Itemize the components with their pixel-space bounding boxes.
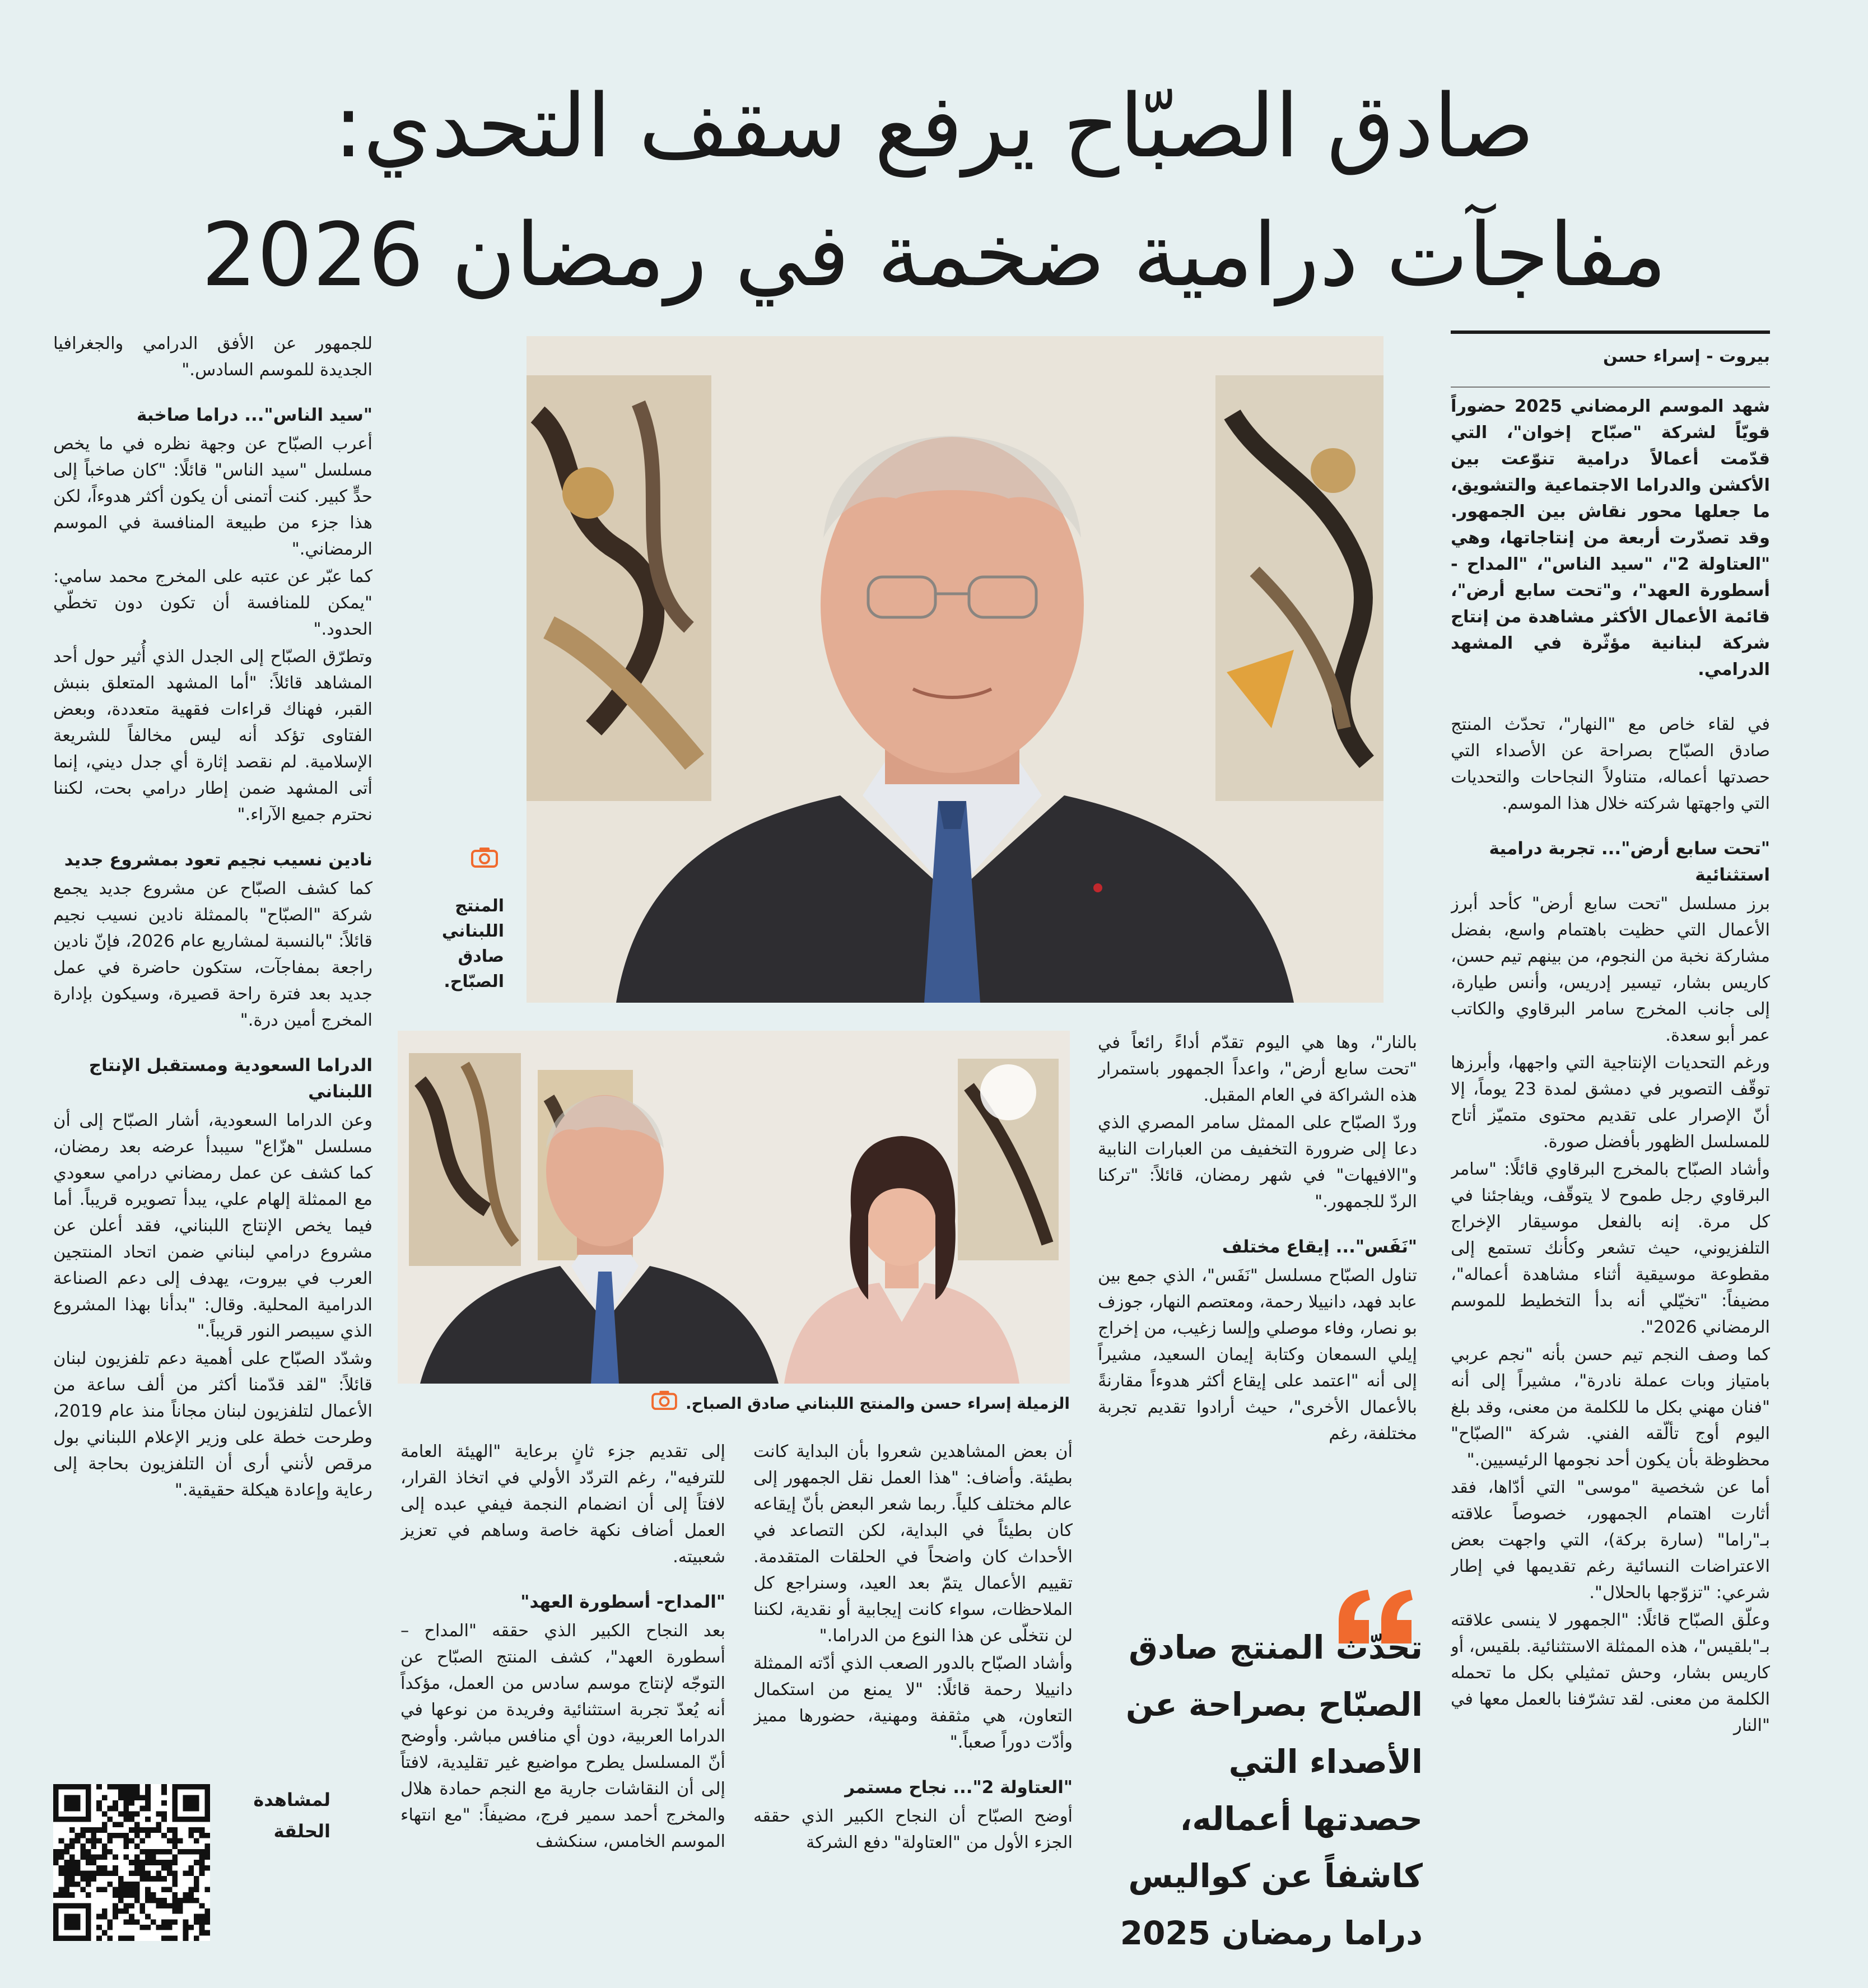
lead-paragraph: شهد الموسم الرمضاني 2025 حضوراً قويّاً لشركة "صبّاح إخوان"، التي قدّمت أعمالاً درامية تنوّعت بين الأكشن والدراما الاجتماعية والتشويق، ما جعلها محور نقاش بين الجمهور. وقد تصدّرت أربعة من إنتاجاتها، وهي "العتاولة 2"، "سيد الناس"، "المداح - أسطورة العهد"، و"تحت سابع أرض"، قائمة الأعمال الأكثر مشاهدة من إنتاج شركة لبنانية مؤثّرة في المشهد الدرامي. — [1451, 397, 1770, 679]
paragraph: أن بعض المشاهدين شعروا بأن البداية كانت بطيئة. وأضاف: "هذا العمل نقل الجمهور إلى عالم مختلف كلياً. ربما شعر البعض بأنّ إيقاعه كان بطيئاً في البداية، لكن التصاعد في الأحداث كان واضحاً في الحلقات المتقدمة. تقييم الأعمال يتمّ بعد العيد، وسنراجع كل الملاحظات، سواء كانت إيجابية أو نقدية، لكننا لن نتخلّى عن هذا النوع من الدراما." — [753, 1442, 1073, 1646]
paragraph: كما وصف النجم تيم حسن بأنه "نجم عربي بامتياز وبات عملة نادرة"، مشيراً إلى أنه "فنان مهني بكل ما للكلمة من معنى، وقد بلغ اليوم أوج تألّقه الفني. شركة "الصبّاح" محظوظة بأن يكون أحد نجومها الرئيسيين." — [1451, 1345, 1770, 1470]
section-heading: "تحت سابع أرض"... تجربة درامية استثنائية — [1489, 839, 1770, 885]
qr-label: لمشاهدة الحلقة — [253, 1789, 330, 1842]
middle-column-c — [400, 1438, 725, 1954]
paragraph: كما كشف الصبّاح عن مشروع جديد يجمع شركة "الصبّاح" بالممثلة نادين نسيب نجيم قائلاً: "بالنسبة لمشاريع عام 2026، فإنّ نادين راجعة بمفاجآت، ستكون حاضرة في عمل جديد بعد فترة راحة قصيرة، وسيكون بإدارة المخرج أمين درة." — [53, 879, 372, 1030]
paragraph: وأشاد الصبّاح بالدور الصعب الذي أدّته الممثلة دانييلا رحمة قائلًا: "لا يمنع من استكمال التعاون، هي مثقفة ومهنية، حضورها مميز وأدّت دوراً صعباً." — [753, 1654, 1073, 1752]
headline-line-2: مفاجآت درامية ضخمة في رمضان 2026 — [201, 204, 1667, 306]
byline: بيروت - إسراء حسن — [1603, 347, 1770, 366]
main-photo — [527, 336, 1383, 1003]
section-heading: "العتاولة 2"... نجاح مستمر — [845, 1777, 1073, 1798]
qr-code[interactable] — [53, 1784, 210, 1941]
second-photo — [398, 1031, 1070, 1384]
paragraph: أعرب الصبّاح عن وجهة نظره في ما يخص مسلسل "سيد الناس" قائلًا: "كان صاخباً إلى حدٍّ كبير. كنت أتمنى أن يكون أكثر هدوءاً، لكن هذا جزء من طبيعة المنافسة في الموسم الرمضاني." — [53, 434, 372, 559]
middle-column-b — [753, 1438, 1073, 1954]
paragraph: وتطرّق الصبّاح إلى الجدل الذي أُثير حول أحد المشاهد قائلاً: "أما المشهد المتعلق بنبش القبر، فهناك قراءات فقهية متعددة، وبعض الفتاوى تؤكد أنه ليس مخالفاً للشريعة الإسلامية. لم نقصد إثارة أي جدل ديني، إنما أتى المشهد ضمن إطار درامي بحت، لكننا نحترم جميع الآراء." — [53, 647, 372, 825]
right-column — [1451, 711, 1770, 1972]
paragraph: وعن الدراما السعودية، أشار الصبّاح إلى أن مسلسل "هزّاع" سيبدأ عرضه بعد رمضان، كما كشف عن عمل رمضاني درامي سعودي مع الممثلة إلهام علي، يبدأ تصويره قريباً. أما فيما يخص الإنتاج اللبناني، فقد أعلن عن مشروع درامي لبناني ضمن اتحاد المنتجين العرب في بيروت، يهدف إلى دعم الصناعة الدرامية المحلية. وقال: "بدأنا بهذا المشروع الذي سيبصر النور قريباً." — [53, 1111, 372, 1341]
paragraph: تناول الصبّاح مسلسل "نَفَس"، الذي جمع بين عابد فهد، دانييلا رحمة، ومعتصم النهار، جوزف بو نصار، وفاء موصلي وإلسا زغيب، من إخراج إيلي السمعان وكتابة إيمان السعيد، مشيراً إلى أنه "اعتمد على إيقاع أكثر هدوءاً مقارنةً بالأعمال الأخرى"، حيث أرادوا تقديم تجربة مختلفة، رغم — [1098, 1266, 1417, 1444]
paragraph: بالنار"، وها هي اليوم تقدّم أداءً رائعاً في "تحت سابع أرض"، واعداً الجمهور باستمرار هذه الشراكة في العام المقبل. — [1098, 1033, 1417, 1105]
section-heading: نادين نسيب نجيم تعود بمشروع جديد — [64, 850, 372, 870]
paragraph: كما عبّر عن عتبه على المخرج محمد سامي: "يمكن للمنافسة أن تكون دون تخطّي الحدود." — [53, 567, 372, 639]
headline-line-1: صادق الصبّاح يرفع سقف التحدي: — [333, 75, 1535, 177]
portrait-image — [527, 336, 1383, 1003]
camera-icon — [471, 846, 499, 870]
paragraph: وأشاد الصبّاح بالمخرج البرقاوي قائلًا: "سامر البرقاوي رجل طموح لا يتوقّف، ويفاجئنا في كل مرة. إنه بالفعل موسيقار الإخراج التلفزيوني، حيث تشعر وكأنك تستمع إلى مقطوعة موسيقية أثناء مشاهدة أعماله"، مضيفاً: "تخيّلي أنه بدأ التخطيط للموسم الرمضاني 2026". — [1451, 1160, 1770, 1337]
section-heading: "المداح- أسطورة العهد" — [520, 1592, 725, 1612]
paragraph: وعلّق الصبّاح قائلًا: "الجمهور لا ينسى علاقته بـ"بلقيس"، هذه الممثلة الاستثنائية. بلقيس، أو كاريس بشار، وحش تمثيلي بكل ما تحمله الكلمة من معنى. لقد تشرّفنا بالعمل معها في "النار — [1451, 1610, 1770, 1735]
paragraph: وردّ الصبّاح على الممثل سامر المصري الذي دعا إلى ضرورة التخفيف من العبارات النابية و"الافيهات" في شهر رمضان، قائلاً: "تركنا الردّ للجمهور." — [1098, 1113, 1417, 1212]
paragraph: في لقاء خاص مع "النهار"، تحدّث المنتج صادق الصبّاح بصراحة عن الأصداء التي حصدتها أعماله، متناولاً النجاحات والتحديات التي واجهتها شركته خلال هذا الموسم. — [1451, 715, 1770, 813]
paragraph: إلى تقديم جزء ثانٍ برعاية "الهيئة العامة للترفيه"، رغم التردّد الأولي في اتخاذ القرار، لافتاً إلى أن انضمام النجمة فيفي عبده إلى العمل أضاف نكهة خاصة وساهم في تعزيز شعبيته. — [400, 1442, 725, 1567]
paragraph: أما عن شخصية "موسى" التي أدّاها، فقد أثارت اهتمام الجمهور، خصوصاً علاقته بـ"راما" (سارة بركة)، التي واجهت بعض الاعتراضات النسائية رغم تقديمها في إطار شرعي: "تزوّجها بالحلال". — [1451, 1478, 1770, 1603]
byline-top-rule — [1451, 330, 1770, 334]
section-heading: "نَفَس"... إيقاع مختلف — [1222, 1237, 1417, 1257]
byline-divider — [1451, 387, 1770, 388]
section-heading: "سيد الناس"... دراما صاخبة — [137, 405, 372, 425]
left-column — [53, 330, 372, 1720]
paragraph: وشدّد الصبّاح على أهمية دعم تلفزيون لبنان قائلاً: "لقد قدّمنا أكثر من ألف ساعة من الأعمال لتلفزيون لبنان مجاناً منذ عام 2019، وطرحت خطة على وزير الإعلام اللبناني بول مرقص لأنني أرى أن التلفزيون بحاجة إلى رعاية وإعادة هيكلة حقيقية." — [53, 1349, 372, 1500]
camera-icon — [651, 1389, 678, 1418]
middle-column-a — [1098, 1030, 1417, 1466]
paragraph: بعد النجاح الكبير الذي حققه "المداح – أسطورة العهد"، كشف المنتج الصبّاح عن التوجّه لإنتاج موسم سادس من العمل، مؤكداً أنه يُعدّ تجربة استثنائية وفريدة من نوعها في الدراما العربية، دون أي منافس مباشر. وأوضح أنّ المسلسل يطرح مواضيع غير تقليدية، لافتاً إلى أن النقاشات جارية مع النجم حمادة هلال والمخرج أحمد سمير فرج، مضيفاً: "مع انتهاء الموسم الخامس، سنكشف — [400, 1621, 725, 1851]
headline — [84, 62, 1784, 319]
paragraph: أوضح الصبّاح أن النجاح الكبير الذي حققه الجزء الأول من "العتاولة" دفع الشركة — [753, 1807, 1073, 1852]
main-photo-caption: المنتج اللبناني صادق الصبّاح. — [441, 896, 504, 991]
paragraph: للجمهور عن الأفق الدرامي والجغرافيا الجديدة للموسم السادس." — [53, 334, 372, 380]
interview-image — [398, 1031, 1070, 1384]
section-heading: الدراما السعودية ومستقبل الإنتاج اللبناني — [88, 1055, 372, 1102]
paragraph: برز مسلسل "تحت سابع أرض" كأحد أبرز الأعمال التي حظيت باهتمام واسع، بفضل مشاركة نخبة من النجوم، من بينهم تيم حسن، كاريس بشار، تيسير إدريس، وأنس طيارة، إلى جانب المخرج سامر البرقاوي والكاتب عمر أبو سعدة. — [1451, 894, 1770, 1045]
second-photo-caption: الزميلة إسراء حسن والمنتج اللبناني صادق الصباح. — [685, 1394, 1070, 1413]
pull-quote: تحدّث المنتج صادق الصبّاح بصراحة عن الأصداء التي حصدتها أعماله، كاشفاً عن كواليس دراما رمضان 2025 — [1120, 1628, 1423, 1952]
paragraph: ورغم التحديات الإنتاجية التي واجهها، وأبرزها توقّف التصوير في دمشق لمدة 23 يوماً، إلا أنّ الإصرار على تقديم محتوى متميّز أتاح للمسلسل الظهور بأفضل صورة. — [1451, 1053, 1770, 1152]
second-photo-caption-row — [426, 1389, 1070, 1418]
